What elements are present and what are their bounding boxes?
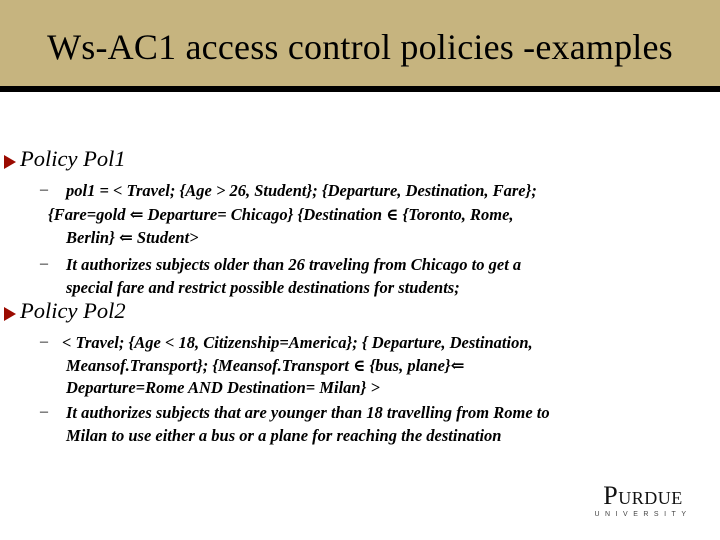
policy-1-desc-line-2: special fare and restrict possible destinations for students; (66, 278, 460, 297)
sub-dash: – (40, 181, 48, 198)
policy-2-rule-line-2: Meansof.Transport}; {Meansof.Transport ∈ {bus, plane}⇐ (66, 356, 465, 375)
logo-subtitle: UNIVERSITY (594, 511, 692, 518)
policy-1-rule-line-3: Berlin} ⇐ Student> (66, 228, 199, 247)
policy-2-rule-line-1: < Travel; {Age < 18, Citizenship=America}; { Departure, Destination, (62, 333, 533, 352)
slide-title: Ws-AC1 access control policies -examples (47, 27, 673, 67)
sub-dash: – (40, 403, 48, 420)
policy-1-desc-line-1: It authorizes subjects older than 26 traveling from Chicago to get a (66, 255, 522, 274)
bullet-triangle-icon (4, 307, 16, 321)
policy-2-rule-line-3: Departure=Rome AND Destination= Milan} > (66, 378, 380, 397)
policy-1-rule-line-2: {Fare=gold ⇐ Departure= Chicago} {Destination ∈ {Toronto, Rome, (48, 205, 514, 224)
policy-1-rule-line-1: pol1 = < Travel; {Age > 26, Student}; {Departure, Destination, Fare}; (66, 181, 537, 200)
logo-wordmark: Purdue (603, 481, 683, 510)
policy-heading-1: Policy Pol1 (20, 146, 126, 171)
sub-dash: – (40, 333, 48, 350)
bullet-triangle-icon (4, 155, 16, 169)
sub-dash: – (40, 255, 48, 272)
purdue-logo (588, 483, 698, 518)
policy-2-desc-line-2: Milan to use either a bus or a plane for reaching the destination (66, 426, 502, 445)
policy-2-desc-line-1: It authorizes subjects that are younger than 18 travelling from Rome to (66, 403, 550, 422)
policy-heading-2: Policy Pol2 (20, 298, 126, 323)
